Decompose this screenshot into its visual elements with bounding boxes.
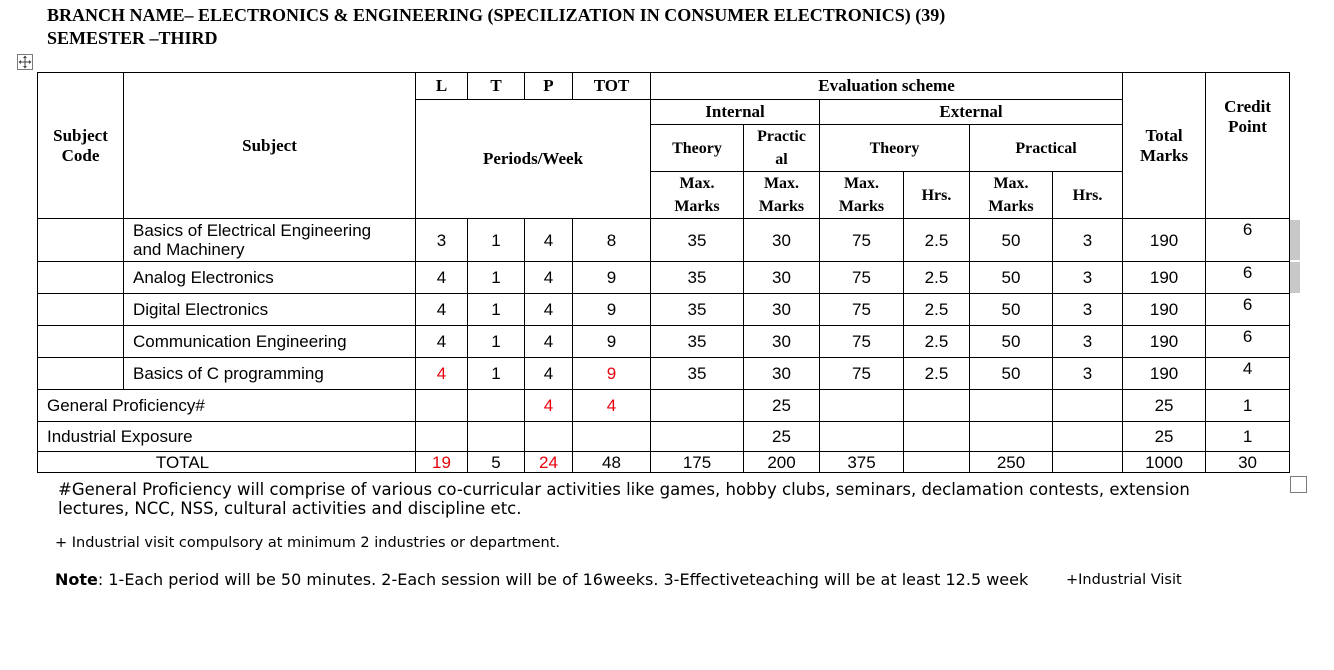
- row-resize-marker: [1289, 220, 1300, 260]
- subject-cell: Analog Electronics: [124, 262, 416, 294]
- external-practical-hrs-cell: [1053, 422, 1123, 452]
- p-cell: 4: [525, 390, 573, 422]
- credit-point-cell: 4: [1206, 358, 1290, 390]
- external-theory-header: Theory: [820, 125, 970, 172]
- industrial-visit-note: + Industrial visit compulsory at minimum 2 industries or department.: [55, 535, 561, 551]
- external-practical-hrs-cell: [1053, 452, 1123, 473]
- tot-header: TOT: [573, 73, 651, 100]
- internal-theory-cell: 35: [651, 358, 744, 390]
- credit-point-cell: 6: [1206, 326, 1290, 358]
- branch-name-heading: BRANCH NAME– ELECTRONICS & ENGINEERING (SPECILIZATION IN CONSUMER ELECTRONICS) (39): [47, 5, 946, 25]
- max-marks-header: Max. Marks: [970, 172, 1053, 219]
- p-cell: 4: [525, 219, 573, 262]
- external-practical-cell: [970, 422, 1053, 452]
- internal-theory-header: Theory: [651, 125, 744, 172]
- subject-cell: Communication Engineering: [124, 326, 416, 358]
- l-cell: 4: [416, 262, 468, 294]
- total-row: [38, 452, 1290, 473]
- tot-cell: 9: [573, 326, 651, 358]
- external-theory-cell: 75: [820, 262, 904, 294]
- external-theory-cell: 75: [820, 294, 904, 326]
- max-marks-header: Max. Marks: [651, 172, 744, 219]
- p-cell: [525, 422, 573, 452]
- external-practical-cell: 50: [970, 262, 1053, 294]
- external-theory-hrs-cell: 2.5: [904, 294, 970, 326]
- subject-code-cell: [38, 262, 124, 294]
- credit-point-cell: 6: [1206, 219, 1290, 262]
- p-cell: 4: [525, 262, 573, 294]
- credit-point-cell: 6: [1206, 262, 1290, 294]
- table-row: [38, 262, 1290, 294]
- external-theory-cell: 75: [820, 358, 904, 390]
- internal-theory-cell: [651, 390, 744, 422]
- external-practical-header: Practical: [970, 125, 1123, 172]
- external-theory-cell: 75: [820, 326, 904, 358]
- l-total-cell: 19: [416, 452, 468, 473]
- external-theory-hrs-cell: 2.5: [904, 326, 970, 358]
- external-theory-hrs-cell: [904, 390, 970, 422]
- l-cell: 3: [416, 219, 468, 262]
- total-marks-cell: 190: [1123, 219, 1206, 262]
- total-marks-cell: 190: [1123, 294, 1206, 326]
- tot-total-cell: 48: [573, 452, 651, 473]
- internal-theory-cell: 35: [651, 294, 744, 326]
- internal-practical-cell: 25: [744, 422, 820, 452]
- subject-code-cell: [38, 294, 124, 326]
- subject-cell: Digital Electronics: [124, 294, 416, 326]
- p-header: P: [525, 73, 573, 100]
- internal-practical-cell: 30: [744, 358, 820, 390]
- external-theory-hrs-cell: 2.5: [904, 219, 970, 262]
- table-row: [38, 219, 1290, 262]
- general-proficiency-row: [38, 390, 1290, 422]
- tot-cell: 9: [573, 358, 651, 390]
- max-marks-header: Max. Marks: [820, 172, 904, 219]
- external-practical-hrs-cell: 3: [1053, 294, 1123, 326]
- credit-point-cell: 1: [1206, 422, 1290, 452]
- external-practical-hrs-cell: [1053, 390, 1123, 422]
- t-cell: 1: [468, 219, 525, 262]
- external-practical-hrs-cell: 3: [1053, 262, 1123, 294]
- external-theory-hrs-cell: [904, 452, 970, 473]
- tot-cell: [573, 422, 651, 452]
- subject-code-header: Subject Code: [38, 73, 124, 219]
- external-theory-hrs-cell: 2.5: [904, 262, 970, 294]
- t-header: T: [468, 73, 525, 100]
- external-practical-cell: 50: [970, 294, 1053, 326]
- semester-heading: SEMESTER –THIRD: [47, 28, 218, 48]
- credit-point-cell: 1: [1206, 390, 1290, 422]
- industrial-visit-tag: +Industrial Visit: [1066, 572, 1182, 588]
- l-cell: [416, 422, 468, 452]
- external-practical-cell: 50: [970, 358, 1053, 390]
- tot-cell: 4: [573, 390, 651, 422]
- curriculum-table: [37, 72, 1290, 473]
- credit-point-cell: 6: [1206, 294, 1290, 326]
- p-cell: 4: [525, 326, 573, 358]
- external-theory-hrs-cell: [904, 422, 970, 452]
- external-practical-hrs-cell: 3: [1053, 358, 1123, 390]
- row-resize-marker: [1289, 262, 1300, 293]
- t-total-cell: 5: [468, 452, 525, 473]
- table-resize-handle-icon[interactable]: [1290, 476, 1307, 493]
- external-practical-hrs-cell: 3: [1053, 326, 1123, 358]
- credit-point-total-cell: 30: [1206, 452, 1290, 473]
- tot-cell: 9: [573, 262, 651, 294]
- t-cell: 1: [468, 294, 525, 326]
- subject-header: Subject: [124, 73, 416, 219]
- internal-practical-total-cell: 200: [744, 452, 820, 473]
- t-cell: [468, 390, 525, 422]
- external-theory-total-cell: 375: [820, 452, 904, 473]
- internal-theory-total-cell: 175: [651, 452, 744, 473]
- total-marks-cell: 25: [1123, 390, 1206, 422]
- p-total-cell: 24: [525, 452, 573, 473]
- l-header: L: [416, 73, 468, 100]
- tot-cell: 9: [573, 294, 651, 326]
- external-theory-cell: 75: [820, 219, 904, 262]
- industrial-exposure-row: [38, 422, 1290, 452]
- max-marks-header: Max. Marks: [744, 172, 820, 219]
- subject-code-cell: [38, 219, 124, 262]
- total-marks-cell: 190: [1123, 262, 1206, 294]
- table-row: [38, 294, 1290, 326]
- total-label: TOTAL: [38, 452, 416, 473]
- evaluation-scheme-header: Evaluation scheme: [651, 73, 1123, 100]
- external-practical-hrs-cell: 3: [1053, 219, 1123, 262]
- table-row: [38, 358, 1290, 390]
- table-row: [38, 326, 1290, 358]
- internal-practical-cell: 30: [744, 262, 820, 294]
- subject-cell: Basics of C programming: [124, 358, 416, 390]
- external-theory-cell: [820, 422, 904, 452]
- general-proficiency-note: [58, 480, 1190, 518]
- hrs-header: Hrs.: [1053, 172, 1123, 219]
- total-marks-cell: 190: [1123, 326, 1206, 358]
- total-marks-total-cell: 1000: [1123, 452, 1206, 473]
- p-cell: 4: [525, 294, 573, 326]
- external-theory-cell: [820, 390, 904, 422]
- subject-code-cell: [38, 358, 124, 390]
- external-practical-cell: 50: [970, 326, 1053, 358]
- internal-theory-cell: 35: [651, 326, 744, 358]
- l-cell: 4: [416, 358, 468, 390]
- l-cell: 4: [416, 326, 468, 358]
- internal-practical-header: Practic al: [744, 125, 820, 172]
- external-practical-total-cell: 250: [970, 452, 1053, 473]
- total-marks-cell: 25: [1123, 422, 1206, 452]
- hrs-header: Hrs.: [904, 172, 970, 219]
- external-theory-hrs-cell: 2.5: [904, 358, 970, 390]
- general-proficiency-note-line: lectures, NCC, NSS, cultural activities and discipline etc.: [58, 499, 522, 518]
- internal-theory-cell: [651, 422, 744, 452]
- t-cell: 1: [468, 262, 525, 294]
- t-cell: 1: [468, 326, 525, 358]
- note-label: Note: [55, 570, 98, 589]
- p-cell: 4: [525, 358, 573, 390]
- tot-cell: 8: [573, 219, 651, 262]
- internal-practical-cell: 30: [744, 294, 820, 326]
- l-cell: [416, 390, 468, 422]
- external-header: External: [820, 100, 1123, 125]
- l-cell: 4: [416, 294, 468, 326]
- internal-theory-cell: 35: [651, 262, 744, 294]
- internal-header: Internal: [651, 100, 820, 125]
- internal-practical-cell: 25: [744, 390, 820, 422]
- external-practical-cell: 50: [970, 219, 1053, 262]
- credit-point-header: Credit Point: [1206, 73, 1290, 219]
- internal-practical-cell: 30: [744, 219, 820, 262]
- header-row: [38, 73, 1290, 100]
- subject-cell: Basics of Electrical Engineering and Machinery: [124, 219, 416, 262]
- total-marks-cell: 190: [1123, 358, 1206, 390]
- t-cell: 1: [468, 358, 525, 390]
- note-text: : 1-Each period will be 50 minutes. 2-Each session will be of 16weeks. 3-Effectiveteaching will be at least 12.5 week: [97, 570, 1029, 589]
- table-move-handle-icon[interactable]: [17, 54, 33, 70]
- internal-practical-cell: 30: [744, 326, 820, 358]
- periods-week-header: Periods/Week: [416, 100, 651, 219]
- subject-code-cell: [38, 326, 124, 358]
- industrial-exposure-label: Industrial Exposure: [38, 422, 416, 452]
- t-cell: [468, 422, 525, 452]
- general-proficiency-note-line: #General Proficiency will comprise of various co-curricular activities like games, hobby clubs, seminars, declamation contests, extension: [58, 480, 1190, 499]
- general-proficiency-label: General Proficiency#: [38, 390, 416, 422]
- total-marks-header: Total Marks: [1123, 73, 1206, 219]
- internal-theory-cell: 35: [651, 219, 744, 262]
- period-note: [55, 570, 1028, 589]
- external-practical-cell: [970, 390, 1053, 422]
